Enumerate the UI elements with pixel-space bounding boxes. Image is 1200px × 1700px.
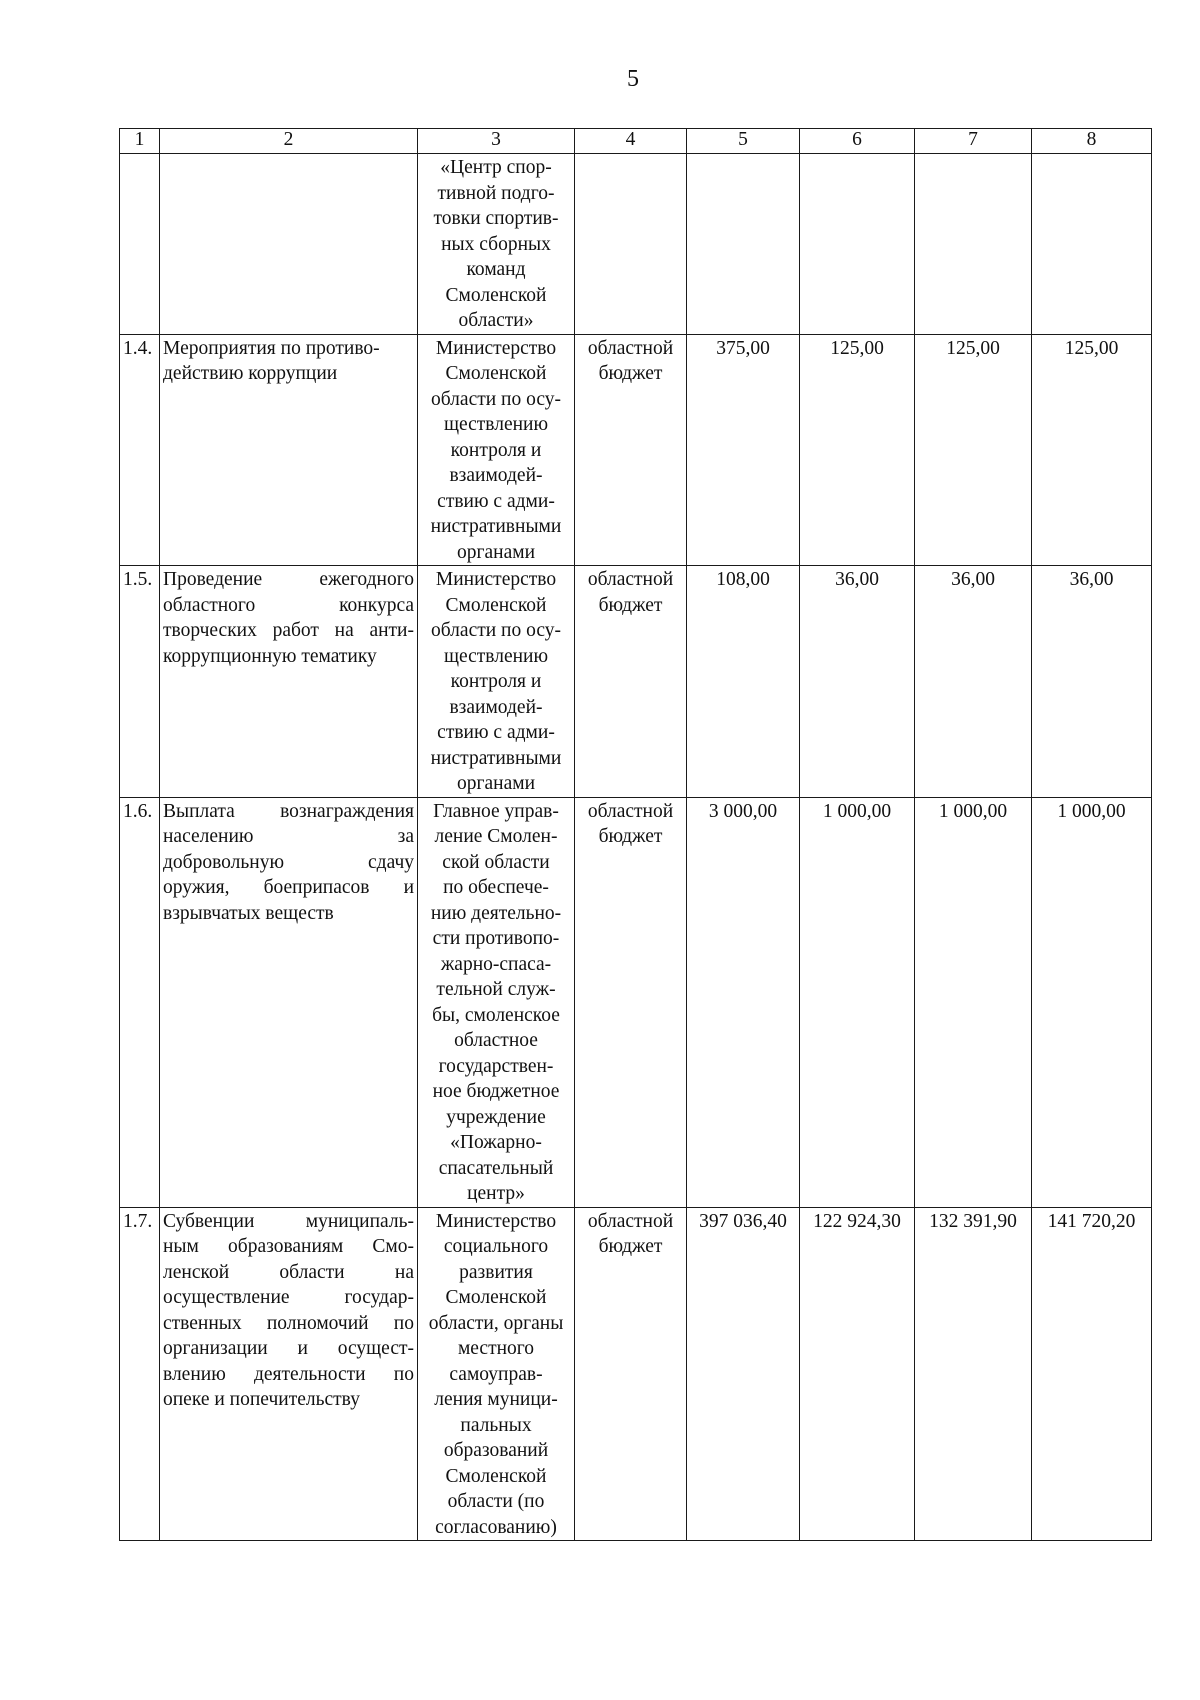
header-cell: 4: [575, 129, 687, 154]
cell-line: областной: [587, 337, 674, 359]
cell-line: Министерство: [435, 337, 557, 359]
amount-year-cell: [915, 334, 1032, 566]
cell-line: действию коррупции: [163, 363, 338, 384]
cell-line: бюджет: [598, 826, 663, 847]
cell-line: населению за: [163, 826, 414, 847]
budget-table: [119, 128, 1152, 1541]
table-row: [120, 154, 1152, 335]
cell-line: областной: [587, 800, 674, 822]
row-number: 1.6.: [123, 800, 153, 822]
cell-line: органами: [456, 773, 536, 794]
header-cell: 3: [418, 129, 575, 154]
funding-source-cell: [575, 1207, 687, 1541]
page-number: 5: [627, 66, 639, 92]
cell-line: Смоленской: [445, 594, 547, 616]
table-row: [120, 1207, 1152, 1541]
cell-line: коррупционную тематику: [163, 645, 377, 667]
cell-line: ственных полномочий по: [163, 1312, 414, 1334]
amount-total-cell: [687, 1207, 800, 1541]
cell-line: Главное управ-: [433, 800, 559, 822]
funding-source-cell: [575, 566, 687, 798]
cell-line: ное бюджетное: [432, 1081, 560, 1102]
table-row: [120, 566, 1152, 798]
amount-year-cell: [1032, 154, 1152, 335]
cell-line: команд: [466, 259, 526, 280]
amount-value: 141 720,20: [1047, 1210, 1136, 1232]
cell-line: пальных: [460, 1414, 532, 1436]
cell-line: нию деятельно-: [430, 902, 562, 924]
cell-line: контроля и: [450, 671, 542, 692]
funding-source-cell: [575, 154, 687, 335]
executor-cell: [418, 797, 575, 1207]
amount-total-cell: [687, 154, 800, 335]
executor-cell: [418, 154, 575, 335]
amount-value: 108,00: [716, 569, 770, 590]
executor-cell: [418, 334, 575, 566]
row-number-cell: [120, 334, 160, 566]
cell-line: ствию с адми-: [437, 490, 555, 512]
amount-value: 1 000,00: [938, 800, 1008, 822]
header-cell: 5: [687, 129, 800, 154]
cell-line: областной: [587, 569, 674, 590]
cell-line: Министерство: [435, 1210, 557, 1232]
measure-name-cell: [160, 154, 418, 335]
cell-line: ным образованиям Смо-: [163, 1236, 414, 1257]
cell-line: опеке и попечительству: [163, 1389, 360, 1410]
cell-line: государствен-: [438, 1055, 554, 1077]
cell-line: самоуправ-: [449, 1363, 543, 1385]
cell-line: организации и осущест-: [163, 1338, 414, 1359]
cell-line: бюджет: [598, 1236, 663, 1257]
cell-line: Проведение ежегодного: [163, 569, 414, 590]
cell-line: ществлению: [443, 414, 549, 435]
amount-value: 36,00: [951, 569, 995, 590]
row-number-cell: [120, 154, 160, 335]
amount-year-cell: [800, 154, 915, 335]
header-cell: 2: [160, 129, 418, 154]
cell-line: Выплата вознаграждения: [163, 800, 414, 822]
table-row: [120, 797, 1152, 1207]
measure-name-cell: [160, 797, 418, 1207]
cell-line: осуществление государ-: [163, 1287, 414, 1308]
amount-year-cell: [800, 334, 915, 566]
amount-value: 36,00: [835, 569, 879, 590]
cell-line: Субвенции муниципаль-: [163, 1210, 414, 1232]
cell-line: сти противопо-: [432, 928, 560, 949]
cell-line: органами: [456, 541, 536, 563]
cell-line: «Пожарно-: [450, 1132, 542, 1153]
table-row: [120, 334, 1152, 566]
amount-year-cell: [915, 1207, 1032, 1541]
cell-line: Смоленской: [445, 363, 547, 384]
cell-line: бюджет: [598, 363, 663, 384]
cell-line: нистративными: [430, 747, 562, 769]
amount-value: 397 036,40: [699, 1210, 787, 1232]
funding-source-cell: [575, 334, 687, 566]
cell-line: областного конкурса: [163, 594, 414, 616]
amount-year-cell: [1032, 797, 1152, 1207]
amount-total-cell: [687, 797, 800, 1207]
cell-line: взаимодей-: [449, 465, 543, 486]
row-number: 1.7.: [123, 1210, 153, 1232]
amount-year-cell: [915, 154, 1032, 335]
cell-line: «Центр спор-: [440, 157, 552, 178]
cell-line: ствию с адми-: [437, 722, 555, 743]
amount-value: 125,00: [1064, 337, 1119, 359]
row-number-cell: [120, 797, 160, 1207]
amount-year-cell: [800, 566, 915, 798]
cell-line: области»: [458, 310, 534, 331]
cell-line: контроля и: [450, 439, 542, 461]
cell-line: товки спортив-: [433, 208, 559, 229]
cell-line: ществлению: [443, 645, 549, 667]
cell-line: взаимодей-: [449, 696, 543, 718]
header-cell: 7: [915, 129, 1032, 154]
amount-value: 3 000,00: [708, 800, 778, 822]
measure-name-cell: [160, 334, 418, 566]
amount-year-cell: [915, 797, 1032, 1207]
amount-year-cell: [800, 797, 915, 1207]
amount-year-cell: [800, 1207, 915, 1541]
header-cell: 8: [1032, 129, 1152, 154]
cell-line: ление Смолен-: [434, 826, 558, 847]
cell-line: нистративными: [430, 516, 562, 537]
cell-line: Смоленской: [445, 284, 547, 306]
row-number-cell: [120, 1207, 160, 1541]
funding-source-cell: [575, 797, 687, 1207]
cell-line: тивной подго-: [437, 182, 555, 204]
cell-line: добровольную сдачу: [163, 851, 414, 873]
cell-line: тельной служ-: [436, 979, 556, 1000]
cell-line: ных сборных: [441, 233, 551, 255]
cell-line: местного: [457, 1338, 535, 1359]
cell-line: ской области: [442, 851, 550, 873]
amount-total-cell: [687, 334, 800, 566]
amount-value: 375,00: [716, 337, 770, 359]
cell-line: творческих работ на анти-: [163, 620, 414, 641]
row-number: 1.4.: [123, 337, 153, 359]
amount-year-cell: [915, 566, 1032, 798]
cell-line: Министерство: [435, 569, 557, 590]
amount-value: 36,00: [1069, 569, 1114, 590]
cell-line: взрывчатых веществ: [163, 902, 334, 924]
cell-line: ления муници-: [434, 1389, 558, 1410]
amount-value: 122 924,30: [813, 1210, 901, 1232]
cell-line: бы, смоленское: [432, 1004, 560, 1026]
amount-year-cell: [1032, 566, 1152, 798]
measure-name-cell: [160, 1207, 418, 1541]
cell-line: областное: [454, 1030, 538, 1051]
cell-line: социального: [443, 1236, 549, 1257]
cell-line: развития: [459, 1261, 533, 1283]
cell-line: ленской области на: [163, 1261, 414, 1283]
cell-line: спасательный: [438, 1157, 554, 1179]
header-cell: 6: [800, 129, 915, 154]
cell-line: оружия, боеприпасов и: [163, 877, 414, 898]
amount-value: 1 000,00: [1057, 800, 1126, 822]
amount-year-cell: [1032, 334, 1152, 566]
amount-value: 125,00: [946, 337, 1000, 359]
header-row: [120, 129, 1152, 154]
cell-line: учреждение: [446, 1106, 546, 1128]
cell-line: влению деятельности по: [163, 1363, 414, 1385]
header-cell: 1: [120, 129, 160, 154]
cell-line: бюджет: [598, 594, 663, 616]
cell-line: согласованию): [435, 1516, 557, 1538]
cell-line: областной: [587, 1210, 674, 1232]
amount-year-cell: [1032, 1207, 1152, 1541]
amount-total-cell: [687, 566, 800, 798]
executor-cell: [418, 1207, 575, 1541]
cell-line: образований: [443, 1440, 549, 1461]
amount-value: 1 000,00: [822, 800, 892, 822]
executor-cell: [418, 566, 575, 798]
amount-value: 125,00: [830, 337, 884, 359]
cell-line: области по осу-: [431, 388, 561, 410]
cell-line: области, органы: [428, 1312, 564, 1334]
cell-line: области по осу-: [431, 620, 561, 641]
row-number-cell: [120, 566, 160, 798]
cell-line: Смоленской: [445, 1465, 547, 1487]
cell-line: центр»: [467, 1183, 525, 1204]
cell-line: Смоленской: [445, 1287, 547, 1308]
cell-line: по обеспече-: [443, 877, 549, 898]
amount-value: 132 391,90: [929, 1210, 1017, 1232]
cell-line: Мероприятия по противо-: [163, 337, 380, 359]
measure-name-cell: [160, 566, 418, 798]
cell-line: области (по: [447, 1491, 545, 1512]
cell-line: жарно-спаса-: [440, 953, 552, 975]
row-number: 1.5.: [123, 569, 153, 590]
